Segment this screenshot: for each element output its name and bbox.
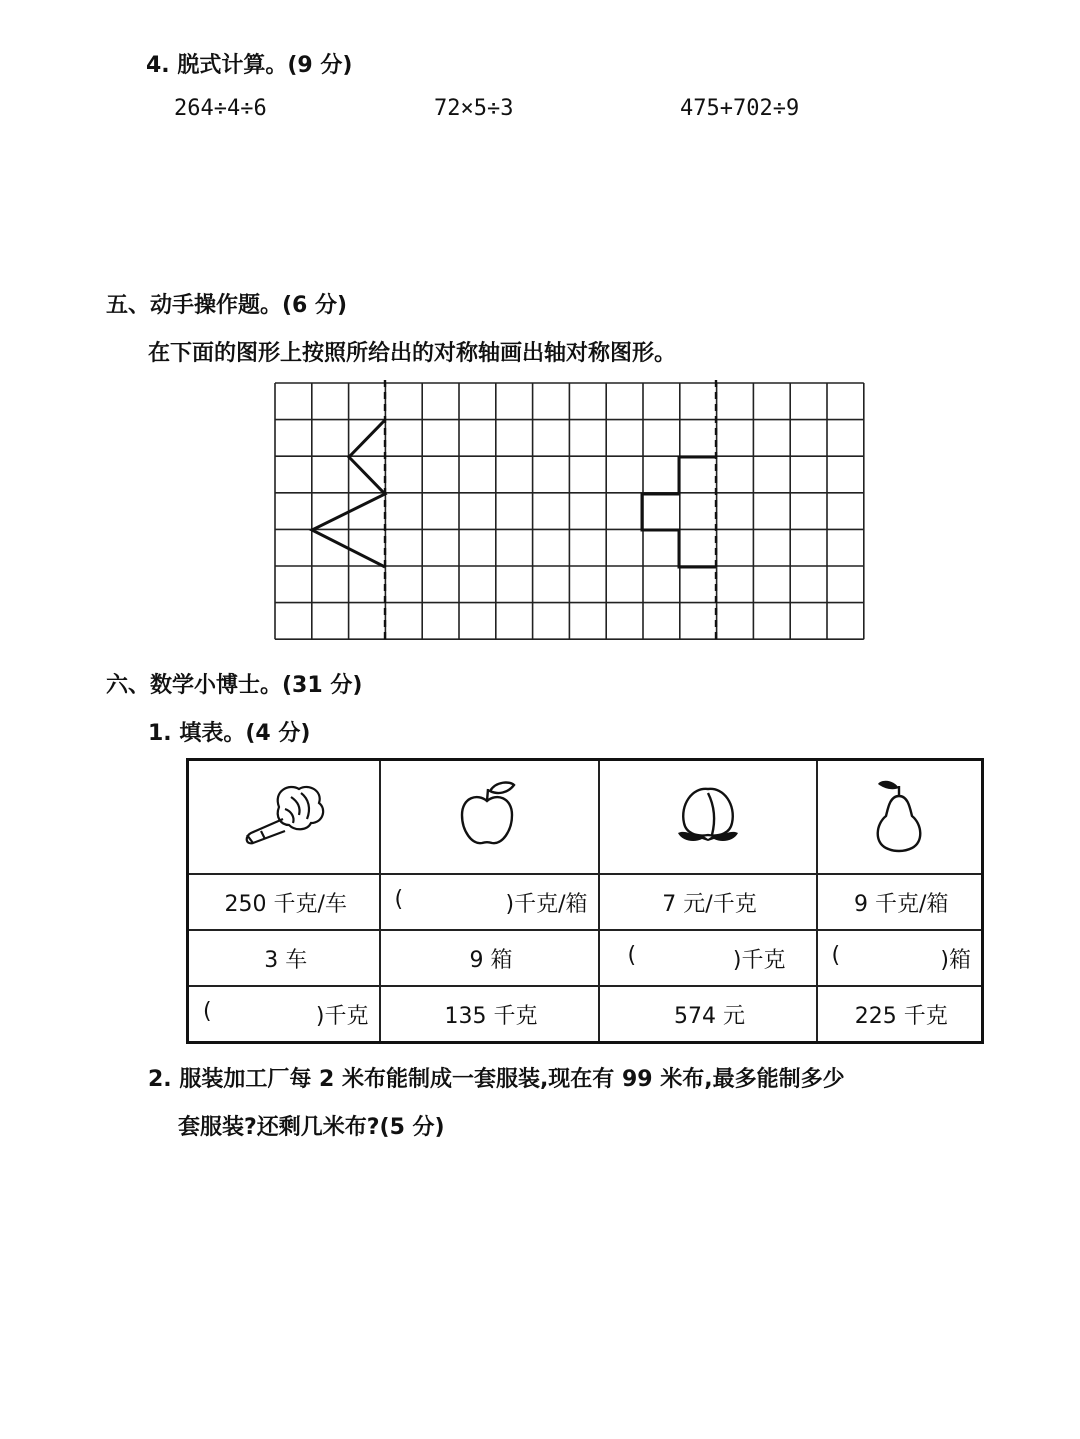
grid-lines [275,383,864,639]
expression-3: 475+702÷9 [680,96,800,121]
apple-icon [454,779,524,849]
q4-title: 4. 脱式计算。(9 分) [146,53,353,78]
table-cell: 3 车 [188,930,380,986]
table-row-1 [188,874,983,930]
expression-1: 264÷4÷6 [174,96,267,121]
section5-instruction: 在下面的图形上按照所给出的对称轴画出轴对称图形。 [148,341,677,366]
table-cell: 9 箱 [380,930,599,986]
q2-line-1: 2. 服装加工厂每 2 米布能制成一套服装,现在有 99 米布,最多能制多少 [148,1067,845,1092]
section6-title: 六、数学小博士。(31 分) [106,673,363,698]
table-row-3 [188,986,983,1043]
table-cell: 7 元/千克 [599,874,817,930]
answer-blank-cell[interactable]: ( )箱 [817,930,983,986]
table-cell: 9 千克/箱 [817,874,983,930]
table-cell: 135 千克 [380,986,599,1043]
section5-title: 五、动手操作题。(6 分) [106,293,348,318]
peach-cell [599,760,817,875]
apple-cell [380,760,599,875]
answer-blank-cell[interactable]: ( )千克 [599,930,817,986]
expression-2: 72×5÷3 [434,96,514,121]
answer-blank-cell[interactable]: ( )千克 [188,986,380,1043]
pear-cell [817,760,983,875]
cabbage-icon [239,779,329,849]
symmetry-grid [270,378,870,648]
table-cell: 574 元 [599,986,817,1043]
fill-table [186,758,984,1044]
table-row-2 [188,930,983,986]
q1-title: 1. 填表。(4 分) [148,721,311,746]
cabbage-cell [188,760,380,875]
answer-blank-cell[interactable]: ( )千克/箱 [380,874,599,930]
table-cell: 250 千克/车 [188,874,380,930]
peach-icon [668,779,748,849]
q2-line-2: 套服装?还剩几米布?(5 分) [178,1115,445,1140]
pear-icon [866,774,932,854]
picture-row [188,760,983,875]
table-cell: 225 千克 [817,986,983,1043]
